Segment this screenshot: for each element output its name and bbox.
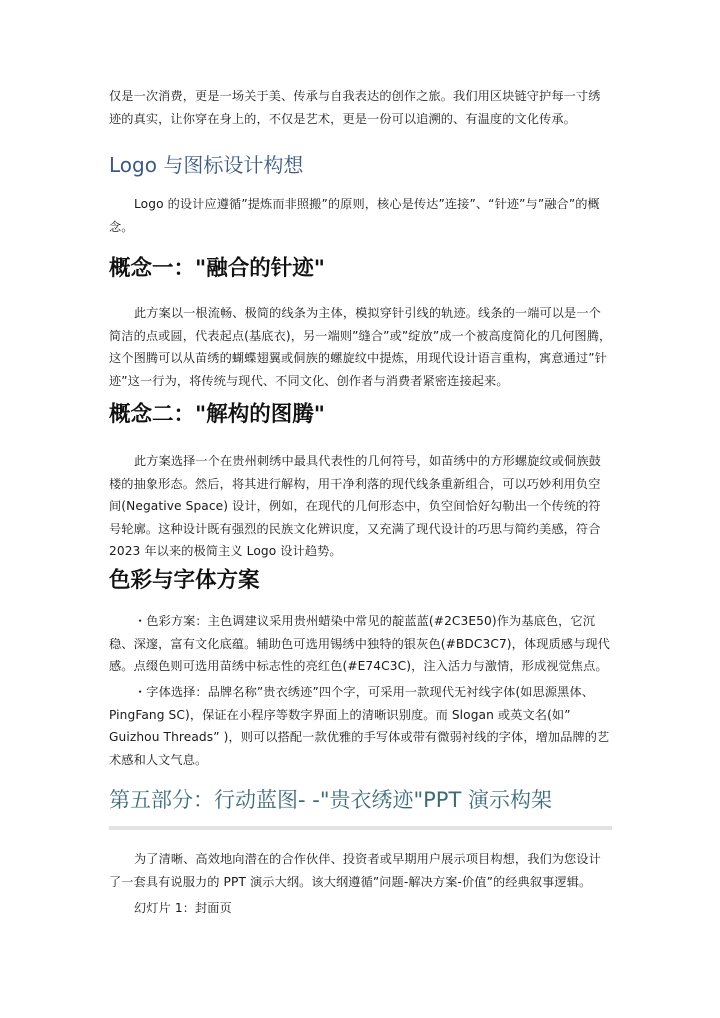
slide1-title: 幻灯片 1：封面页 bbox=[134, 901, 232, 915]
color-font-heading: 色彩与字体方案 bbox=[109, 568, 260, 593]
concept2-heading: 概念二："解构的图腾" bbox=[109, 402, 325, 427]
part5-heading: 第五部分：行动蓝图- -"贵衣绣迹"PPT 演示构架 bbox=[109, 788, 552, 812]
concept1-paragraph: 此方案以一根流畅、极简的线条为主体，模拟穿针引线的轨迹。线条的一端可以是一个简洁的点或圆，代表起点(基底衣)，另一端则”缝合”或”绽放”成一个被高度简化的几何图腾，这个图腾可以从苗绣的蝴蝶翅翼或侗族的螺旋纹中提炼，用现代设计语言重构，寓意通过”针迹”这一行为，将传统与现代、不同文化、创作者与消费者紧密连接起来。 bbox=[109, 306, 612, 388]
concept1-heading: 概念一："融合的针迹" bbox=[109, 256, 325, 281]
intro-paragraph: 仅是一次消费，更是一场关于美、传承与自我表达的创作之旅。我们用区块链守护每一寸绣迹的真实，让你穿在身上的，不仅是艺术，更是一份可以追溯的、有温度的文化传承。 bbox=[109, 89, 601, 126]
part5-paragraph: 为了清晰、高效地向潜在的合作伙伴、投资者或早期用户展示项目构想，我们为您设计了一套具有说服力的 PPT 演示大纲。该大纲遵循”问题-解决方案-价值”的经典叙事逻辑。 bbox=[109, 852, 601, 889]
logo-section-heading: Logo 与图标设计构想 bbox=[109, 153, 304, 177]
color-scheme-item: ・色彩方案：主色调建议采用贵州蜡染中常见的靛蓝蓝(#2C3E50)作为基底色，它沉稳、深邃，富有文化底蕴。辅助色可选用锡绣中独特的银灰色(#BDC3C7)，体现质感与现代感。点缀色则可选用苗绣中标志性的亮红色(#E74C3C)，注入活力与激情，形成视觉焦点。 bbox=[109, 614, 610, 673]
logo-section-paragraph: Logo 的设计应遵循”提炼而非照搬”的原则，核心是传达”连接”、“针迹”与”融合”的概念。 bbox=[109, 197, 600, 234]
concept2-paragraph: 此方案选择一个在贵州刺绣中最具代表性的几何符号，如苗绣中的方形螺旋纹或侗族鼓楼的抽象形态。然后，将其进行解构，用干净利落的现代线条重新组合，可以巧妙利用负空间(Negative Space) 设计，例如，在现代的几何形态中，负空间恰好勾勒出一个传统的符号轮廓。这种设计既有强烈的民族文化辨识度，又充满了现代设计的巧思与简约美感，符合2023 年以来的极简主义 Logo 设计趋势。 bbox=[109, 454, 601, 558]
section-divider bbox=[109, 826, 612, 830]
font-choice-item: ・字体选择：品牌名称”贵衣绣迹”四个字，可采用一款现代无衬线字体(如思源黑体、PingFang SC)，保证在小程序等数字界面上的清晰识别度。而 Slogan 或英文名(如” Guizhou Threads” )，则可以搭配一款优雅的手写体或带有微弱衬线的字体，增加品牌的艺术感和人文气息。 bbox=[109, 685, 610, 767]
